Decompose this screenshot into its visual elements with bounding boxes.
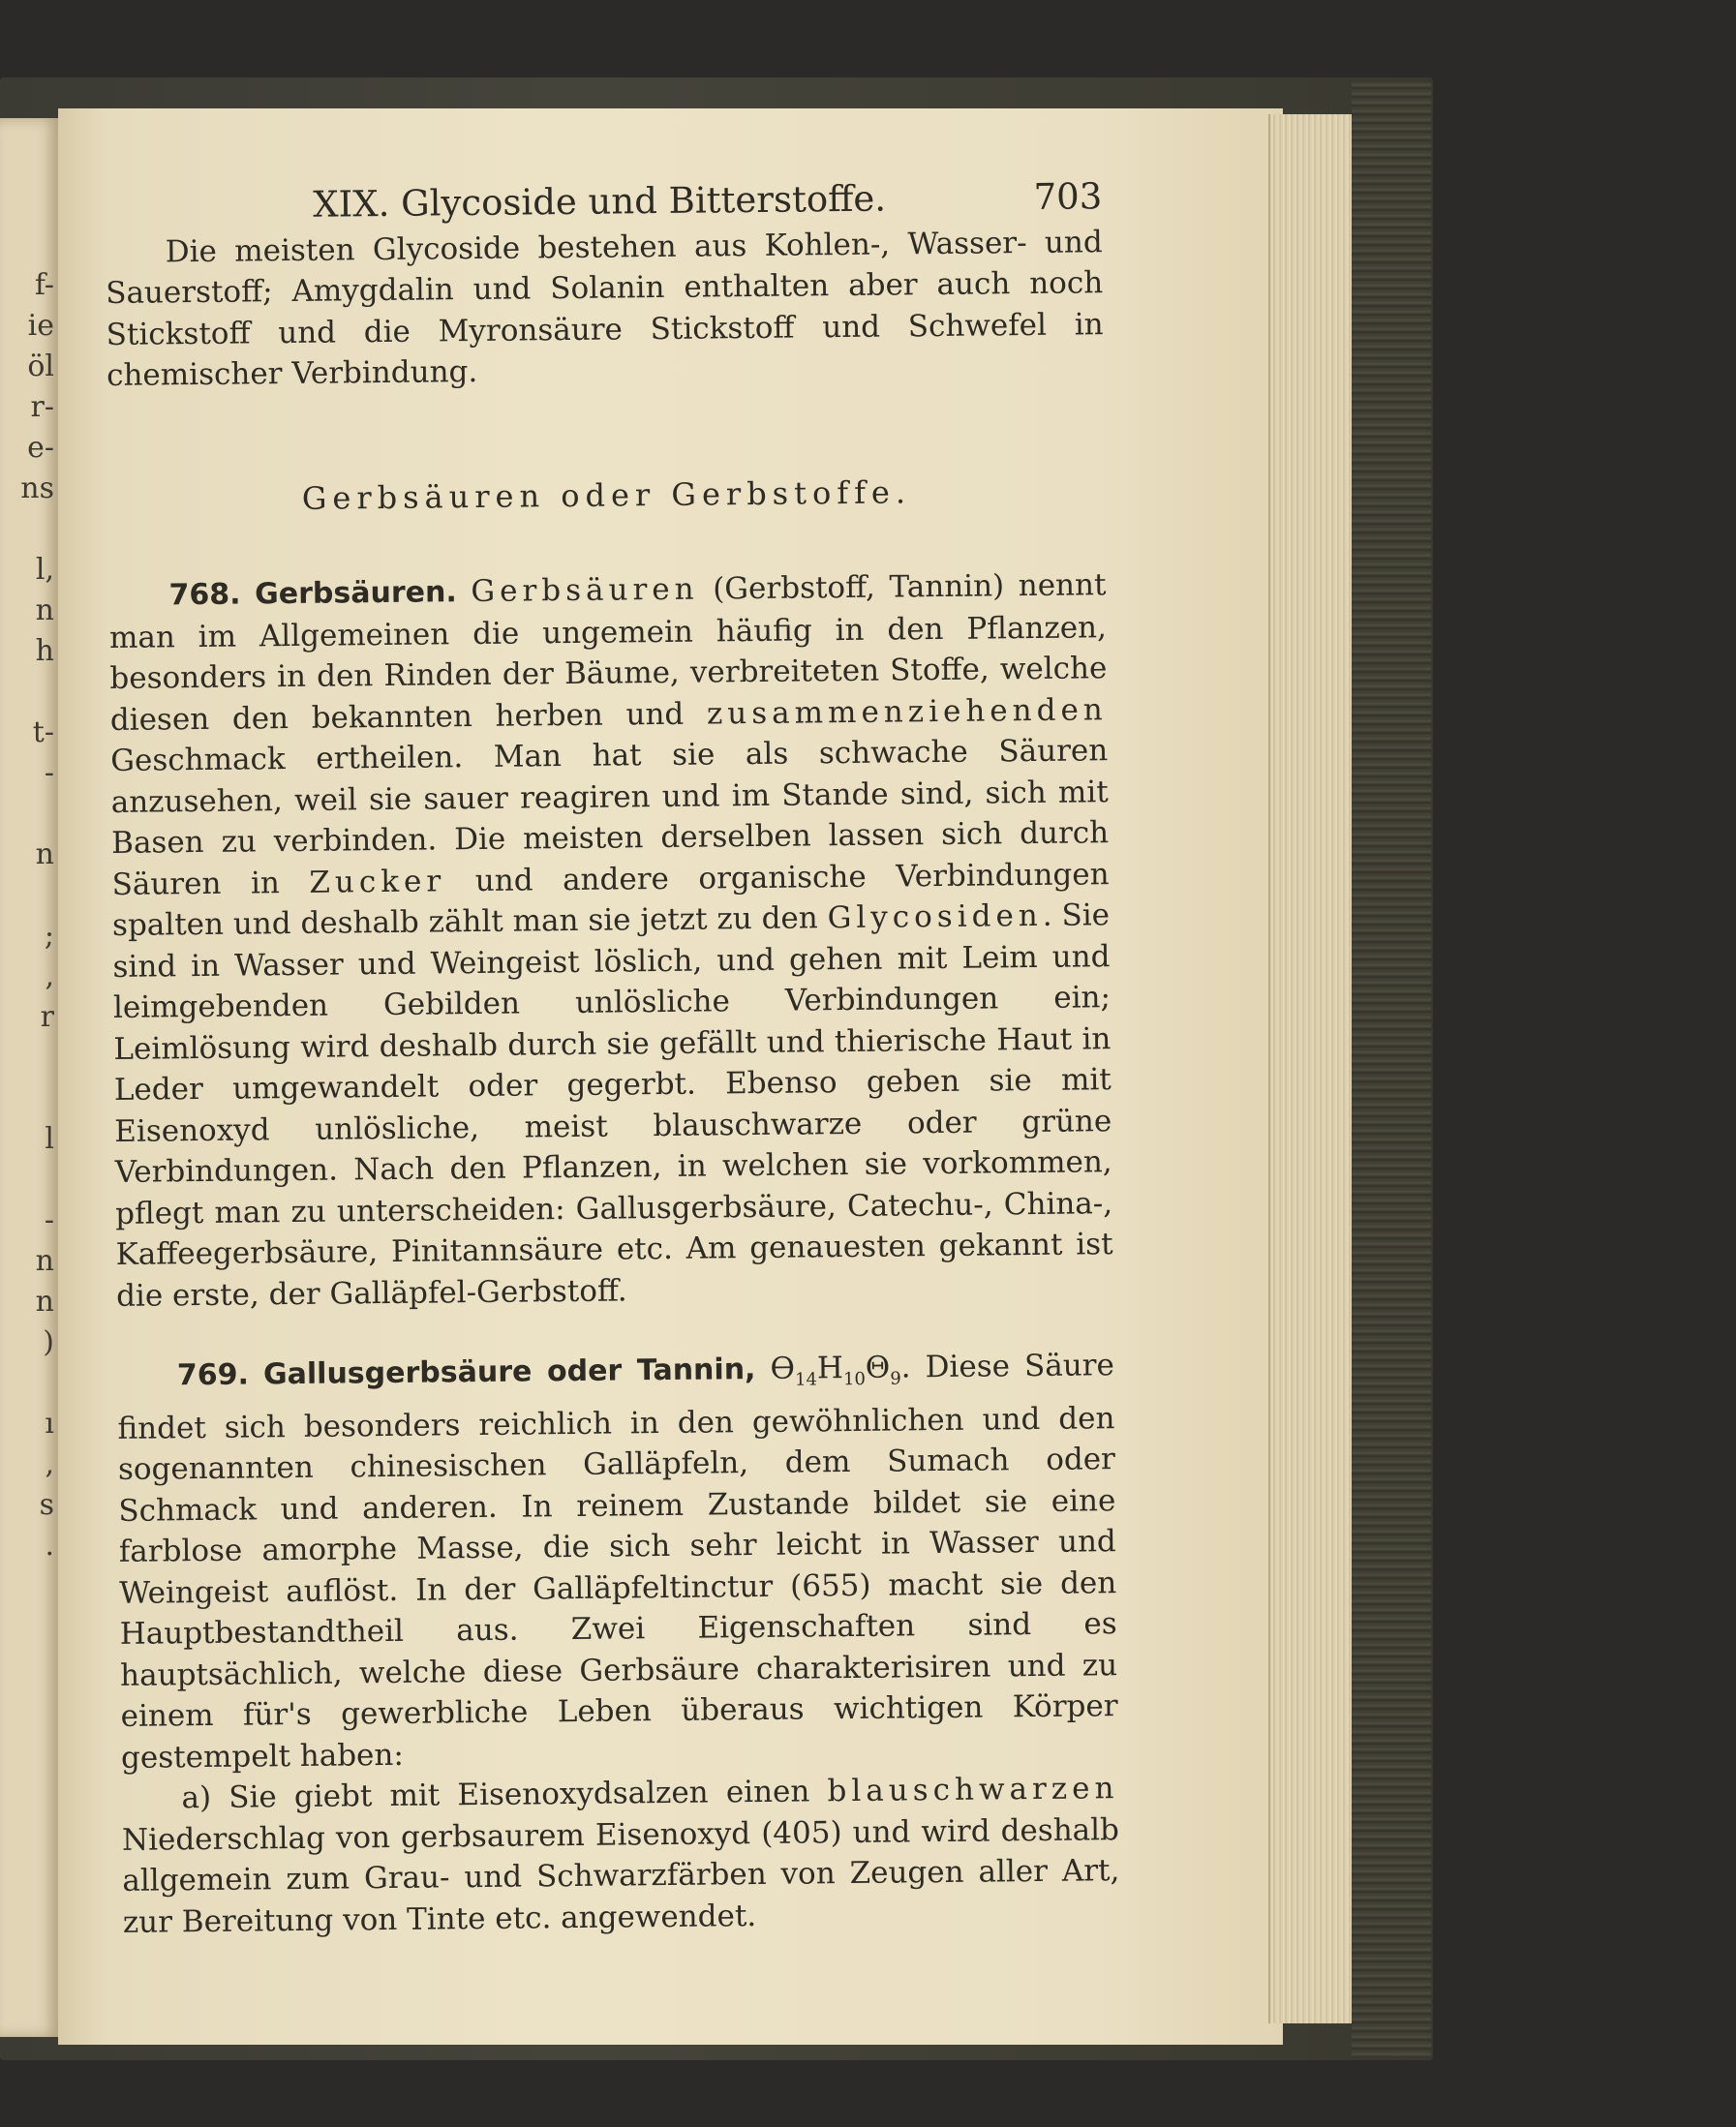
section-title: Gerbsäuren oder Gerbstoffe. [301,472,912,517]
formula-subscript: 14 [794,1369,818,1390]
formula-subscript: 10 [842,1369,867,1390]
formula-element: Ɵ [770,1351,796,1386]
left-margin-fragment: s [39,1488,54,1522]
left-margin-fragment: ) [43,1325,54,1359]
item-text: Niederschlag von gerbsaurem Eisenoxyd (405) und wird deshalb allgemein zum Grau- und Schwarzfärben von Zeugen aller Art, zur Bereitung von Tinte etc. angewendet. [121,1811,1120,1940]
entry-text: . Sie sind in Wasser und Weingeist löslich, und gehen mit Leim und leimgebenden Gebilden unlösliche Verbindungen ein; Leimlösung wird deshalb durch sie gefällt und thierische Haut in Leder umgewandelt oder gegerbt. Ebenso geben sie mit Eisenoxyd unlösliche, meist blauschwarze oder grüne Verbindungen. Nach den Pflanzen, in welchen sie vorkommen, pflegt man zu unterscheiden: Gallusgerbsäure, Catechu-, China-, Kaffeegerbsäure, Pinitannsäure etc. Am genauesten gekannt ist die erste, der Galläpfel-Gerbstoff. [112,897,1113,1314]
formula-end: . [900,1350,911,1385]
chemical-formula [770,1350,911,1390]
entry-768 [108,564,1113,1317]
left-margin-fragment: r [40,1000,54,1034]
left-margin-fragment: - [44,1203,54,1237]
left-margin-fragment: e- [27,431,54,465]
left-margin-fragment: ns [20,471,54,505]
left-margin-fragment: ; [44,919,54,953]
left-margin-fragment: , [45,1447,54,1481]
cover-edge [1352,82,1431,2057]
page-block-edge [1268,114,1354,2023]
page-number: 703 [1033,175,1103,218]
entry-number: 768. [168,577,241,613]
left-margin-fragment: öl [27,349,54,383]
left-page-edge [0,118,58,2037]
left-margin-fragment: - [44,756,54,790]
item-a [121,1768,1120,1943]
item-text: Sie giebt mit Eisenoxydsalzen einen [210,1774,828,1816]
left-margin-fragment: n [35,593,54,627]
entry-number: 769. [176,1357,250,1393]
formula-element: H [816,1351,844,1386]
entry-text: und andere organische Verbindungen spalten und deshalb zählt man sie jetzt zu den [111,856,1110,943]
running-header [313,175,1103,226]
spaced-term: blauschwarzen [827,1771,1119,1809]
left-margin-fragment: n [35,1244,54,1278]
page-text [105,168,1120,1943]
intro-paragraph: Die meisten Glycoside bestehen aus Kohlen-, Wasser- und Sauerstoff; Amygdalin und Solanin enthalten aber auch noch Stickstoff und die Myronsäure Stickstoff und Schwefel in chemischer Verbindung. [106,224,1104,393]
left-margin-fragment: ı [45,1407,54,1441]
item-label: a) [181,1780,212,1816]
left-margin-fragment: h [35,634,54,668]
left-margin-fragment: , [45,959,54,993]
left-margin-fragment: t- [32,715,54,749]
spaced-term: Zucker [309,863,446,900]
spaced-term: Glycosiden [827,897,1043,936]
left-margin-fragment: n [35,837,54,871]
entry-text: (Gerbstoff, Tannin) nennt man im Allgemeinen die ungemein häufig in den Pflanzen, besonders in den Rinden der Bäume, verbreiteten Stoffe, welche diesen den bekannten herben und [108,567,1108,738]
entry-769 [117,1345,1119,1778]
entry-text: Diese Säure findet sich besonders reichlich in den gewöhnlichen und den sogenannten chinesischen Galläpfeln, dem Sumach oder Schmack und anderen. In reinem Zustande bildet sie eine farblose amorphe Masse, die sich sehr leicht in Wasser und Weingeist auflöst. In der Galläpfeltinctur (655) macht sie den Hauptbestandtheil aus. Zwei Eigenschaften sind es hauptsächlich, welche diese Gerbsäure charakterisiren und zu einem für's gewerbliche Leben überaus wichtigen Körper gestempelt haben: [117,1348,1118,1776]
spaced-term: Gerbsäuren [471,571,699,610]
entry-text: Geschmack ertheilen. Man hat sie als schwache Säuren anzusehen, weil sie sauer reagiren und im Stande sind, sich mit Basen zu verbinden. Die meisten derselben lassen sich durch Säuren in [110,733,1110,902]
entry-title: Gerbsäuren. [254,575,457,612]
left-margin-fragment: f- [34,268,54,302]
running-title: XIX. Glycoside und Bitterstoffe. [313,177,887,226]
spaced-term: zusammenziehenden [706,691,1108,732]
left-margin-fragment: n [35,1285,54,1319]
left-margin-fragment: l, [35,553,54,587]
left-margin-fragment: r- [30,390,54,424]
left-margin-fragment: . [45,1529,54,1563]
entry-title: Gallusgerbsäure oder Tannin, [262,1352,756,1392]
left-margin-fragment: ie [27,309,54,343]
formula-subscript: 9 [890,1368,901,1389]
formula-element: Θ [865,1350,891,1385]
left-margin-fragment: l [45,1122,54,1156]
